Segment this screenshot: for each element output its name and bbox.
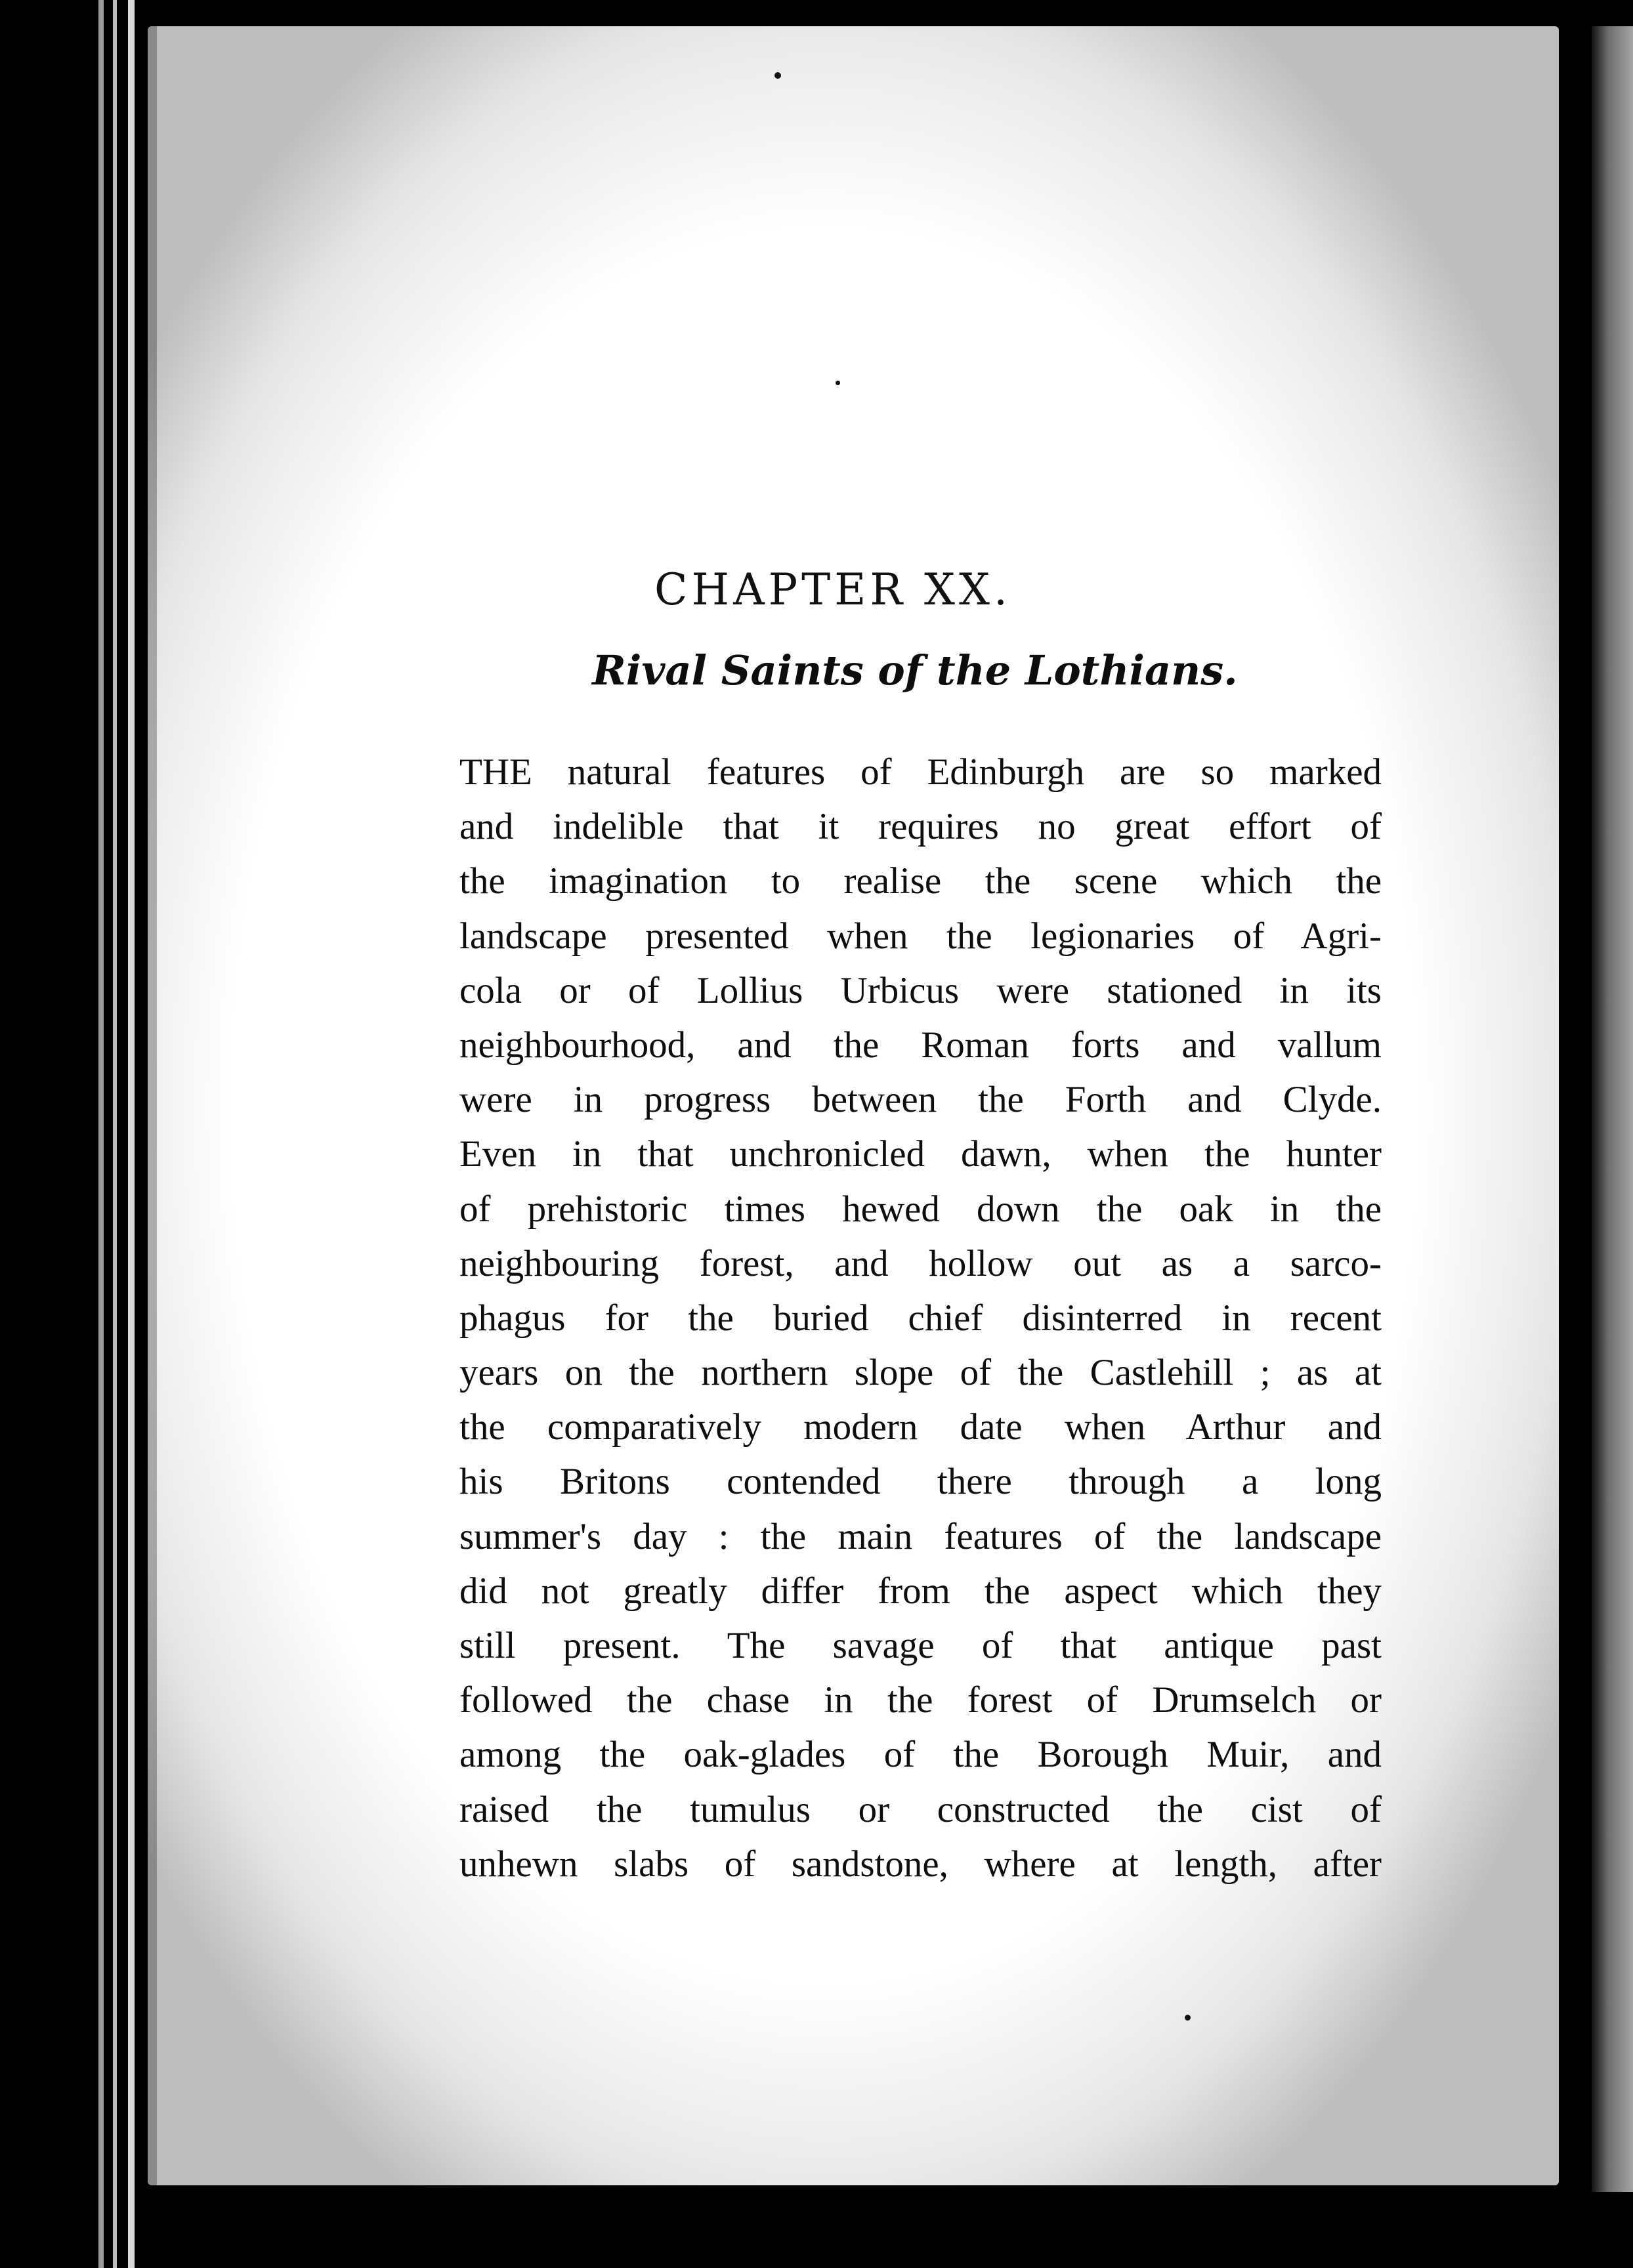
text-line: the imagination to realise the scene which the: [459, 860, 1382, 902]
text-line: and indelible that it requires no great effort of: [459, 806, 1382, 848]
chapter-title-text: Rival Saints of the Lothians.: [592, 646, 1238, 694]
binding-edge-line: [113, 0, 117, 2268]
text-line: raised the tumulus or constructed the cist of: [459, 1788, 1382, 1830]
chapter-heading: [98, 564, 1633, 615]
text-line: neighbouring forest, and hollow out as a sarco-: [459, 1242, 1382, 1284]
text-line: summer's day : the main features of the landscape: [459, 1515, 1382, 1557]
text-line: unhewn slabs of sandstone, where at length, after: [459, 1843, 1382, 1885]
text-line: phagus for the buried chief disinterred in recent: [459, 1297, 1382, 1339]
dust-speck: [774, 72, 781, 79]
text-line: years on the northern slope of the Castlehill ; as at: [459, 1352, 1382, 1394]
text-line: still present. The savage of that antique past: [459, 1625, 1382, 1666]
text-line: his Britons contended there through a long: [459, 1461, 1382, 1503]
facing-page-edge: [1592, 26, 1633, 2192]
text-line: did not greatly differ from the aspect which they: [459, 1570, 1382, 1612]
text-line: among the oak-glades of the Borough Muir, and: [459, 1734, 1382, 1776]
body-paragraph: [459, 745, 1382, 1891]
text-line: of prehistoric times hewed down the oak in the: [459, 1188, 1382, 1230]
text-line: landscape presented when the legionaries of Agri-: [459, 915, 1382, 957]
text-line: THE natural features of Edinburgh are so marked: [459, 751, 1382, 793]
binding-edge-line: [128, 0, 135, 2268]
text-line: neighbourhood, and the Roman forts and vallum: [459, 1024, 1382, 1066]
dust-speck: [1185, 2015, 1191, 2021]
text-line: followed the chase in the forest of Drumselch or: [459, 1679, 1382, 1721]
chapter-title: [0, 646, 1633, 694]
text-line: Even in that unchronicled dawn, when the hunter: [459, 1133, 1382, 1175]
text-line: cola or of Lollius Urbicus were stationed in its: [459, 969, 1382, 1011]
binding-edge-line: [98, 0, 104, 2268]
dust-speck: [836, 381, 840, 385]
chapter-number: CHAPTER XX.: [654, 564, 1011, 615]
text-line: the comparatively modern date when Arthur and: [459, 1406, 1382, 1448]
text-line: were in progress between the Forth and Clyde.: [459, 1079, 1382, 1121]
